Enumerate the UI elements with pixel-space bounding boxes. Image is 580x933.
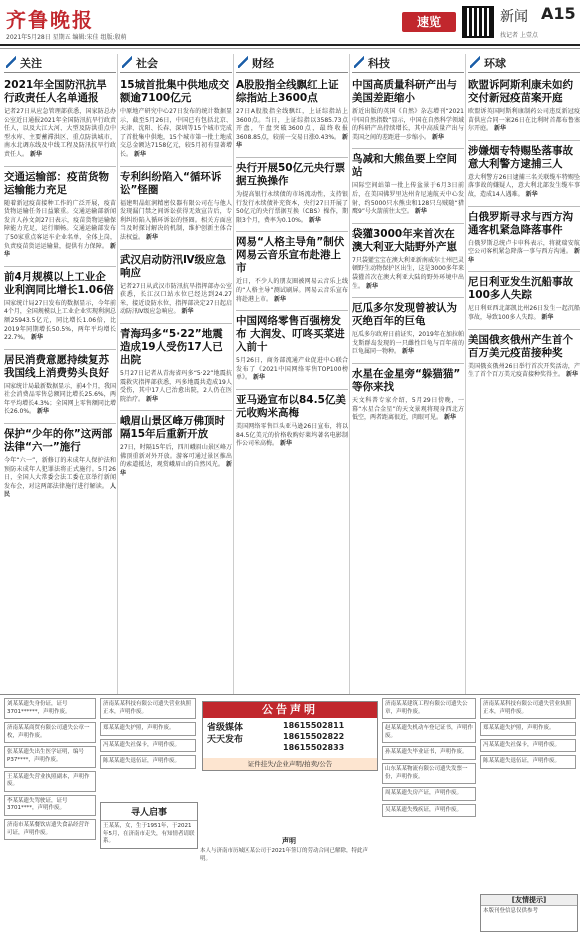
notice-text: 冯某某遗失社保卡，声明作废。 [483,741,561,748]
article-divider [468,140,580,141]
notice-text: 郑某某遗失护照，声明作废。 [483,725,555,732]
article-headline[interactable]: 欧盟诉阿斯利康未如约交付新冠疫苗案开庭 [468,79,573,104]
classified-notice [4,819,96,840]
section-mark-icon [122,56,132,68]
article-text: 27日A股股指全线飘红，上证综指站上3600点。当日，上证综指以3585.73点开盘，午盘突破3600点，最终收报3608.85点，较前一交易日涨0.43%。 [236,108,348,141]
column-divider [117,54,118,694]
banner-title: 公告声明 [203,702,377,718]
classified-notice [382,722,476,743]
article-text: 27日，时隔15年后，四川峨眉山景区峰万佛顶重新对外开放。游客可通过景区推出的索道抵达，观赏峨眉山的自然风光。 [120,444,232,469]
notice-text: 吴某某遗失残疾证，声明作废。 [385,806,463,813]
article-text: 欧盟诉英国阿斯利康制药公司违反新冠疫苗供应合同一案26日在比利时首都布鲁塞尔开庭。 [468,108,580,133]
article [4,354,116,417]
article-headline[interactable]: 2021年全国防汛抗旱行政责任人名单通报 [4,79,107,104]
article-text: 意大利警方26日逮捕三名关联缆车特赐坠落事故的嫌疑人，意大利北部发生缆车事故，造成14人遇难。 [468,173,580,198]
article-source: 新华 [541,313,554,321]
notice-text: 张某某遗失出生医学证明，编号P37****，声明作废。 [7,749,85,763]
article-headline[interactable]: 亚马逊宣布以84.5亿美元收购米高梅 [236,393,346,419]
tips-title: [友情提示] [481,895,577,906]
article-text: 记者27日从应急管理部获悉，国家防总办公室近日通报2021年全国防汛抗旱行政责任人，以及大江大河、大型及防洪重点中型水库、主要蓄滞洪区、重点防洪城市，南水北调东线及中线工程及防汛抗旱行政责任人。 [4,108,116,158]
article-headline[interactable]: 厄瓜多尔发现曾被认为灭绝百年的巨龟 [352,302,457,328]
column [120,54,232,485]
article-body [4,108,116,160]
article-text: 新近出版的英国《自然》杂志增刊“2021中国自然指数”显示，中国在自然科学领域的科研产出持续增长，其中高质量产出与美国之间的差距进一步缩小。 [352,108,464,141]
classified-notice [100,755,196,769]
article-headline[interactable]: 15城首批集中供地成交额逾7100亿元 [120,79,230,104]
ads-column-left [4,698,96,933]
article-text: 记者27日从武汉市防汛抗旱指挥部办公室获悉，长江汉口站水位已经达到24.27米，接近设防水位，指挥部决定27日起启动防汛Ⅳ级应急响应。 [120,282,232,316]
article-body [120,444,232,478]
article-body [236,278,348,304]
article-text: 国家统计局27日发布的数据显示，今年前4个月，全国规模以上工业企业实现利润总额25943.5亿元，同比增长1.06倍，比2019年同期增长50.5%，两年平均增长22.7%。 [4,299,116,342]
article-divider [352,297,464,298]
article-headline[interactable]: A股股指全线飘红上证综指站上3600点 [236,79,339,104]
column-title: 环球 [484,57,506,70]
classified-notice [382,763,476,784]
article-source: 新华 [30,334,43,342]
article-divider [236,310,348,311]
article-source: 新华 [120,461,232,478]
article-body [120,370,232,404]
notice-text: 周某某遗失房产证，声明作废。 [385,790,463,797]
article-text: 近日，不少人的朋友圈被网易云音乐上线的“人格主导”测试刷屏。网易云音乐宣布将赴港上市。 [236,278,348,303]
classified-notice [480,739,576,753]
article-body [120,108,232,160]
classified-notice [480,755,576,769]
article-divider [236,231,348,232]
banner-phone: 18615502822 [283,732,345,741]
column-title: 关注 [20,57,42,70]
article-source: 新华 [236,133,348,150]
tips-box [480,894,578,932]
article-text: 中原地产研究中心27日发布的统计数据显示，截至5月26日，中国已有包括北京、天津、沈阳、长春、深圳等15个城市完成了首批集中供地，15个城市第一批土地成交总金额达7158亿元，较5月初有显著增长。 [120,108,232,158]
column-head [236,54,348,73]
notice-text: 李某某遗失驾驶证，证号3701****，声明作废。 [7,797,68,812]
page-number: A15 [541,4,576,23]
article-body [468,305,580,322]
article-divider [120,323,232,324]
section-mark-icon [238,56,248,68]
article-divider [4,266,116,267]
masthead-rule-thin [0,48,580,49]
article [4,428,116,500]
article-headline[interactable]: 白俄罗斯寻求与西方沟通客机紧急降落事件 [468,210,573,236]
article-text: 今年“六一”，新修订的未成年人保护法和预防未成年人犯罪法将正式施行。5月26日，全国人大常委会法工委在京举行新闻发布会，对这两部法律施行进行解读。 [4,457,116,490]
article-text: 美国网络零售巨头亚马逊26日宣布，将以84.5亿美元的价格收购好莱坞著名电影制作公司米高梅。 [236,422,348,448]
notice-text: 孙某某遗失毕业证书，声明作废。 [385,749,468,756]
article-source: 新华 [365,282,378,290]
classified-notice [480,698,576,719]
masthead-subtitle: 找记者 上壹点 [500,32,538,39]
column-head [468,54,580,73]
article [4,171,116,260]
missing-person-title: 寻人启事 [101,803,197,821]
column [236,54,348,455]
classified-notice [382,787,476,801]
column-title: 科技 [368,57,390,70]
article-divider [4,349,116,350]
missing-person-body: 王某某，女，生于1951年，于2021年5月，在济南市走失，有知情者请联系。 [103,823,195,845]
article-source: 新华 [493,125,506,133]
column-title: 社会 [136,57,158,70]
article-headline[interactable]: 青海玛多“5·22”地震造成19人受伤17人已出院 [120,327,223,366]
article-source: 新华 [279,440,292,448]
article-source: 新华 [145,233,158,241]
article [120,171,232,243]
notice-text: 赵某某遗失机动车登记证书，声明作废。 [385,725,474,739]
column [468,54,580,386]
article-divider [236,389,348,390]
statement-notice [200,836,378,863]
article-source: 新华 [431,133,444,141]
section-name: 新闻 [500,9,528,25]
notice-text: 济南某某科技有限公司遗失营业执照正本，声明作废。 [103,701,192,715]
article-source: 新华 [181,308,194,316]
article-text: 国家统计局最新数据显示，前4个月，我国社会消费品零售总额同比增长25.6%，两年平均增长4.3%；全国网上零售额同比增长26.0%。 [4,382,116,416]
classified-notice [480,722,576,736]
article-divider [120,166,232,167]
article [4,271,116,343]
article-source: 新华 [36,408,49,416]
article-headline[interactable]: 涉嫌烟专特赐坠落事故意大利警方逮捕三人 [468,144,573,170]
newspaper-logo: 齐鲁晚报 [6,8,94,32]
article-body [236,191,348,225]
article-divider [352,148,464,149]
article-headline[interactable]: 水星在金星旁“躲猫猫” 等你来找 [352,367,461,393]
masthead-rule [0,44,580,46]
article-body [4,200,116,260]
article-body [352,331,464,357]
article [352,79,464,142]
article-headline[interactable]: 前4月规模以上工业企业利润同比增长1.06倍 [4,270,114,296]
article-text: 厄瓜多尔政府日前证实，2019年在加拉帕戈斯群岛发现的一只雌性巨龟与百年前的巨龟属同一物种。 [352,331,464,356]
ads-column-right [382,698,476,933]
article-body [4,457,116,500]
announcement-banner [202,701,378,771]
notice-text: 济南市某某餐饮店遗失食品经营许可证，声明作废。 [7,821,90,836]
article [120,328,232,404]
statement-title: 声明 [282,837,296,845]
banner-phone: 18615502833 [283,743,345,752]
article-body [468,174,580,200]
article-text: 为提高银行永续债的市场流动性，支持银行发行永续债补充资本，央行27日开展了50亿元的央行票据互换（CBS）操作，期限3个月，费率为0.10%。 [236,190,348,224]
section-tag-speed: 速览 [402,12,456,32]
column-head [352,54,464,73]
article [468,79,580,134]
article-body [468,108,580,134]
article-source: 新华 [4,242,116,259]
article [352,153,464,216]
article-source: 新华 [29,150,42,158]
notice-text: 冯某某遗失社保卡，声明作废。 [103,741,181,748]
article-body [352,397,464,423]
column-divider [349,54,350,694]
ads-divider [0,694,580,695]
date-editor-line: 2021年5月28日 星期五 编辑:宋佳 组版:殷萌 [6,34,127,41]
column-head [4,54,116,73]
column-divider [233,54,234,694]
banner-left-text: 省级媒体 天天发布 [207,723,244,745]
article-source: 新华 [443,414,456,422]
article-headline[interactable]: 中国高质量科研产出与美国差距缩小 [352,79,457,104]
article-divider [352,363,464,364]
tips-body: 本版刊登信息仅供参考 [483,908,539,914]
notice-text: 刘某某遗失身份证，证号3701******，声明作废。 [7,701,71,715]
classified-notice [382,746,476,760]
article-headline[interactable]: 保护“少年的你”这两部法律“六一”施行 [4,428,113,454]
article [120,254,232,317]
article-text: 随着新冠疫苗接种工作的广泛开展，疫苗货物运输任务日益繁重。交通运输部新闻发言人孙文剑27日表示，疫苗货物运输保障能力充足，运行顺畅。交通运输部发布了50家重点客运车企业名单，全体上岗，负责疫苗货运运输量，提供有力保障。 [4,199,116,250]
qr-code-icon [462,6,494,38]
article-source: 新华 [145,395,158,403]
article [468,211,580,266]
article-headline[interactable]: 居民消费意愿持续复苏 我国线上消费势头良好 [4,353,109,379]
article [236,162,348,225]
banner-phone: 18615502811 [283,721,345,730]
article-body [236,423,348,449]
article-divider [468,206,580,207]
article-divider [352,223,464,224]
notice-text: 济南某某建筑工程有限公司遗失公章，声明作废。 [385,701,468,715]
article-divider [236,157,348,158]
classified-notice [100,722,196,736]
article-source: 人民 [4,482,116,499]
classified-notice [100,698,196,719]
article-body [236,108,348,151]
classified-notice [4,722,96,743]
article-source: 新华 [525,190,538,198]
article-text: 尼日利亚西北部凯比州26日发生一起沉船事故，导致100多人失踪。 [468,305,580,321]
article-divider [4,423,116,424]
article-body [468,363,580,380]
notice-text: 王某某遗失营业执照副本，声明作废。 [7,773,90,788]
column [352,54,464,429]
article-source: 新华 [308,216,321,224]
notice-text: 郑某某遗失护照，声明作废。 [103,725,175,732]
article-source: 新华 [468,248,580,264]
statement-body: 本人与济南市历城区某公司于2021年签订的劳动合同已解除，特此声明。 [200,848,368,862]
article [120,79,232,160]
article-body [352,108,464,142]
article-headline[interactable]: 峨眉山景区峰万佛顶时隔15年后重新开放 [120,415,225,441]
article [468,334,580,380]
section-mark-icon [470,56,480,68]
article-source: 新华 [252,374,265,382]
article-body [236,357,348,383]
article-source: 新华 [565,371,578,379]
article [236,394,348,449]
article-divider [468,329,580,330]
article-source: 新华 [133,150,146,158]
article-body [352,182,464,216]
article-body [352,257,464,291]
article-text: 福建明晶虹润精密仪器有限公司在与他人发现漏门禁之间诉讼获得无效宣告后，专利纠纷陷入循环诉讼的怪圈。相关方面应当及时探讨解决的机制，维护创新主体合法权益。 [120,199,232,241]
article-source: 新华 [273,295,286,303]
notice-text: 济南某某商贸有限公司遗失公章一枚，声明作废。 [7,725,90,739]
article-body [4,300,116,343]
article [4,79,116,160]
article [120,415,232,478]
article-headline[interactable]: 中国网络零售百强榜发布 大润发、叮咚买菜进入前十 [236,315,345,354]
article [236,315,348,383]
article-body [120,200,232,243]
article-text: 国际空间站第一批上传盆景于6月3日前后，在美国佛罗里达州肯尼迪航天中心发射，约5000只水熊虫和128只乌贼随“猎鹰9”号火箭前往太空。 [352,182,464,216]
article-headline[interactable]: 网易“人格主导角”制伏 网易云音乐宣布赴港上市 [236,236,345,275]
article-body [120,283,232,317]
article-text: 天文科普专家介绍，5月29日傍晚，一幕“水星合金星”的天文景观将现身西北方低空，两者距离很近，肉眼可见。 [352,396,464,422]
article [236,236,348,304]
article [352,368,464,423]
classified-notice [4,746,96,767]
classified-notice [4,771,96,792]
article-headline[interactable]: 央行开展50亿元央行票据互换操作 [236,161,346,187]
article-text: 5月27日记者从青海省玛多“5·22”地震抗震救灾指挥部获悉，玛多地震共造成19人受伤，其中17人已治愈出院，2人仍在医院治疗。 [120,369,232,403]
article-divider [468,271,580,272]
article-text: 5月26日，商务部流通产业促进中心联合发布了《2021中国网络零售TOP100榜单》。 [236,357,348,382]
article [468,276,580,322]
article [352,228,464,291]
column-title: 财经 [252,57,274,70]
classified-ads [0,698,580,933]
article-headline[interactable]: 专利纠纷陷入“循环诉讼”怪圈 [120,170,222,196]
notice-text: 济南某某科技有限公司遗失营业执照正本，声明作废。 [483,701,572,715]
article [236,79,348,151]
article-text: 美国俄亥俄州26日举行首次开奖活动，产生了首个百万美元疫苗接种奖得主。 [468,362,580,379]
article-divider [120,249,232,250]
notice-text: 陈某某遗失退伍证，声明作废。 [483,758,561,765]
article-divider [4,166,116,167]
missing-person-notice [100,802,198,849]
article-source: 新华 [414,208,427,216]
classified-notice [4,795,96,816]
article-headline[interactable]: 尼日利亚发生沉船事故100多人失踪 [468,276,573,302]
classified-notice [100,739,196,753]
column-head [120,54,232,73]
notice-text: 陈某某遗失退伍证，声明作废。 [103,758,181,765]
classified-notice [4,698,96,719]
article-source: 新华 [401,348,414,356]
section-mark-icon [354,56,364,68]
column-divider [465,54,466,694]
article [468,145,580,200]
article-body [468,240,580,266]
article-text: 白俄罗斯总统卢卡申科表示，将就瑞安航空公司客机紧急降落一事与西方沟通。 [468,239,580,256]
column [4,54,116,506]
article-headline[interactable]: 鸟减和大熊鱼要上空间站 [352,153,457,179]
article-headline[interactable]: 美国俄亥俄州产生首个百万美元疫苗接种奖 [468,333,573,359]
ads-column-far-right [480,698,576,888]
classified-notice [382,804,476,818]
masthead [0,0,580,46]
classified-notice [382,698,476,719]
article-headline[interactable]: 交通运输部：疫苗货物运输能力充足 [4,170,109,196]
article-divider [120,410,232,411]
article-body [4,383,116,417]
article-headline[interactable]: 武汉启动防汛Ⅳ级应急响应 [120,253,227,279]
banner-bottom: 证件挂失/企业声明/拍卖/公告 [203,758,377,770]
article-text: 7只袋獾宝宝在澳大利亚新南威尔士州巴灵顿野生动物保护区出生，这是3000多年来袋獾首次在澳大利亚大陆的野外环境中出生。 [352,256,464,290]
notice-text: 山东某某物流有限公司遗失发票一份，声明作废。 [385,765,468,780]
section-mark-icon [6,56,16,68]
article-headline[interactable]: 袋獾3000年来首次在澳大利亚大陆野外产崽 [352,227,457,253]
article [352,302,464,357]
